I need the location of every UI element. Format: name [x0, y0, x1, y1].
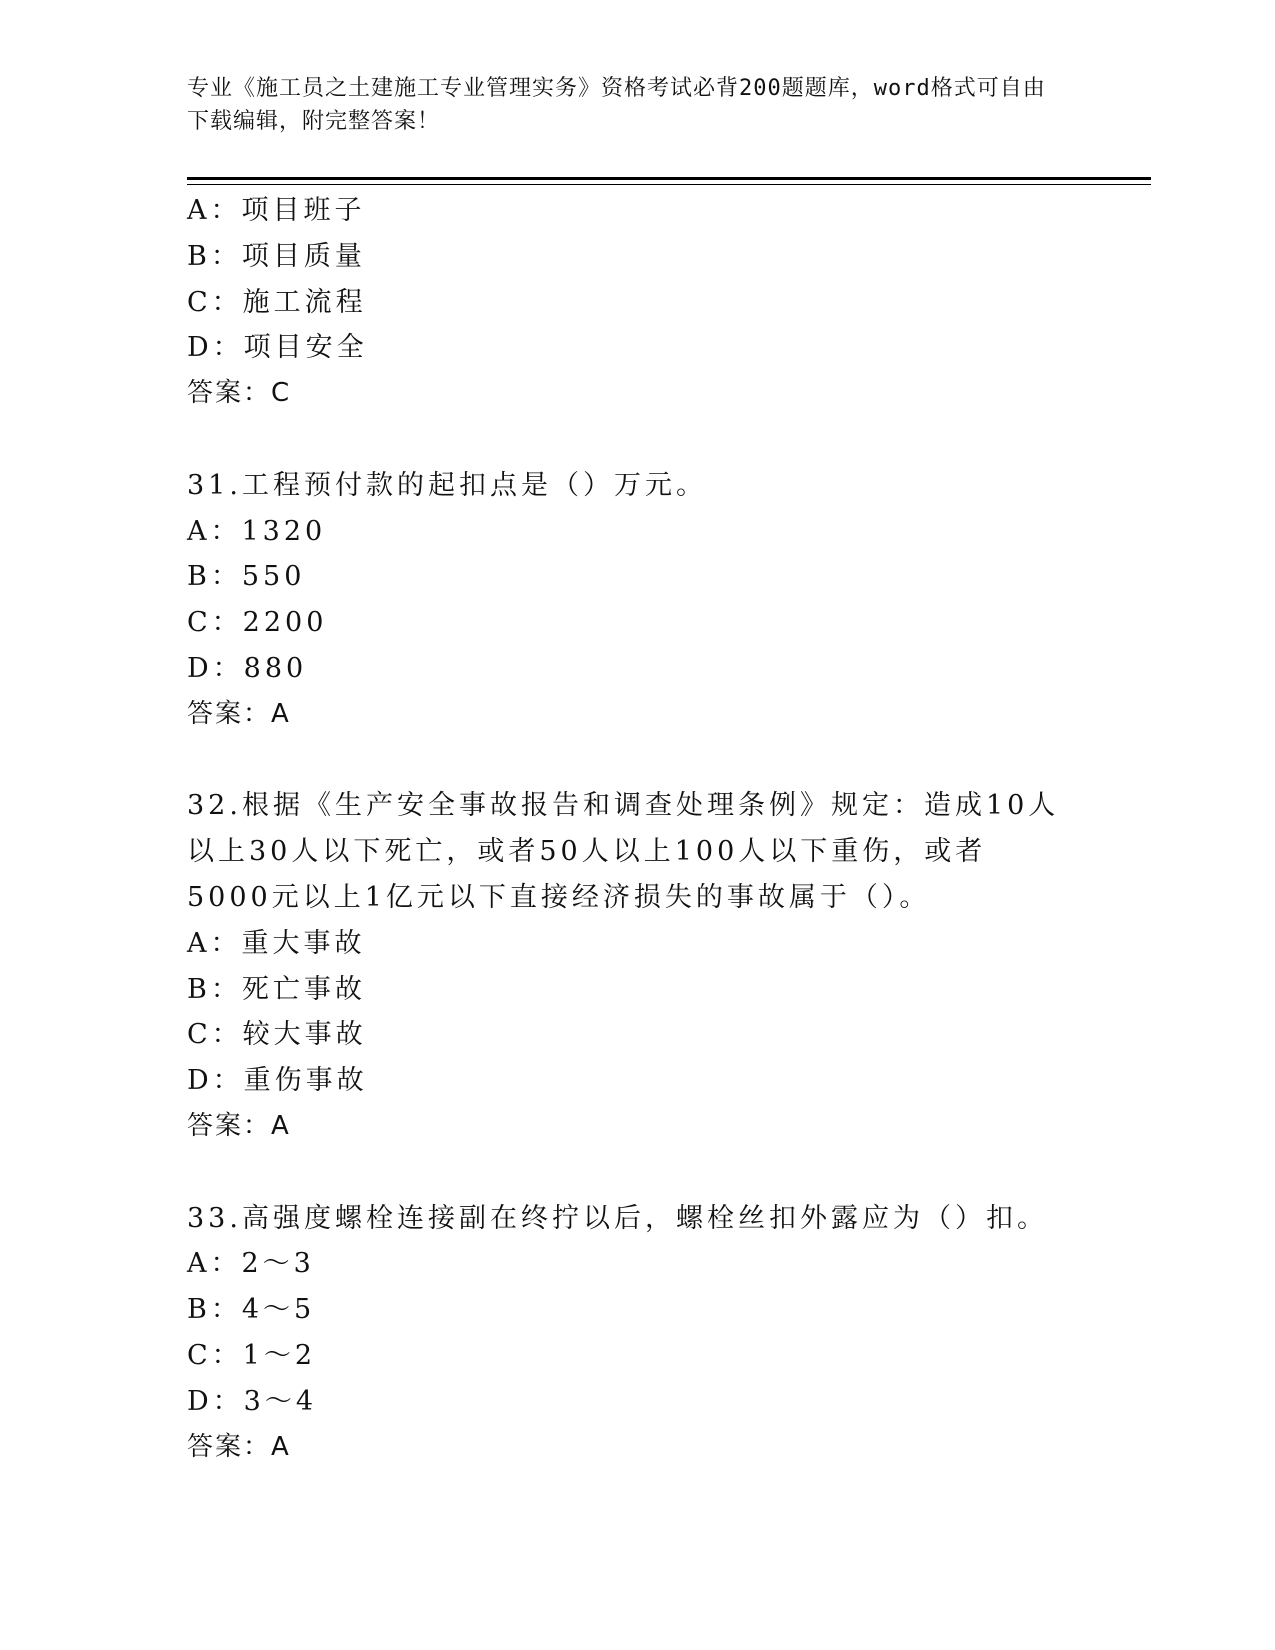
- option-d: D：880: [187, 652, 308, 684]
- spacer: [187, 417, 1087, 463]
- option-b: B：项目质量: [187, 240, 366, 272]
- option-a: A：2～3: [187, 1248, 315, 1280]
- document-title: 专业《施工员之土建施工专业管理实务》资格考试必背200题题库，word格式可自由下载编辑，附完整答案！: [187, 76, 1046, 134]
- spacer: [187, 738, 1087, 784]
- question-stem: 31.工程预付款的起扣点是（）万元。: [187, 469, 707, 501]
- question-31: [187, 463, 1087, 738]
- option-b: B：死亡事故: [187, 973, 366, 1005]
- spacer: [187, 1150, 1087, 1196]
- option-d: D：3～4: [187, 1385, 318, 1417]
- question-continued: [187, 188, 1087, 417]
- answer: 答案：A: [187, 1431, 291, 1462]
- question-33: [187, 1196, 1087, 1471]
- option-c: C：1～2: [187, 1339, 317, 1371]
- answer: 答案：A: [187, 1110, 291, 1141]
- answer: 答案：A: [187, 698, 291, 729]
- question-32: [187, 783, 1087, 1149]
- answer: 答案：C: [187, 378, 292, 409]
- question-list: [187, 188, 1087, 1470]
- question-stem: 33.高强度螺栓连接副在终拧以后，螺栓丝扣外露应为（）扣。: [187, 1202, 1048, 1234]
- option-c: C：较大事故: [187, 1019, 367, 1051]
- option-c: C：施工流程: [187, 286, 367, 318]
- option-c: C：2200: [187, 607, 328, 639]
- option-d: D：项目安全: [187, 332, 368, 364]
- header-divider-thick: [187, 177, 1151, 180]
- option-a: A：重大事故: [187, 927, 366, 959]
- option-b: B：4～5: [187, 1294, 316, 1326]
- option-b: B：550: [187, 561, 306, 593]
- option-a: A：1320: [187, 515, 327, 547]
- option-a: A：项目班子: [187, 195, 366, 226]
- header-divider-thin: [187, 184, 1151, 185]
- option-d: D：重伤事故: [187, 1065, 368, 1097]
- question-stem: 32.根据《生产安全事故报告和调查处理条例》规定：造成10人以上30人以下死亡，或者50人以上100人以下重伤，或者5000元以上1亿元以下直接经济损失的事故属于（）。: [187, 790, 1060, 913]
